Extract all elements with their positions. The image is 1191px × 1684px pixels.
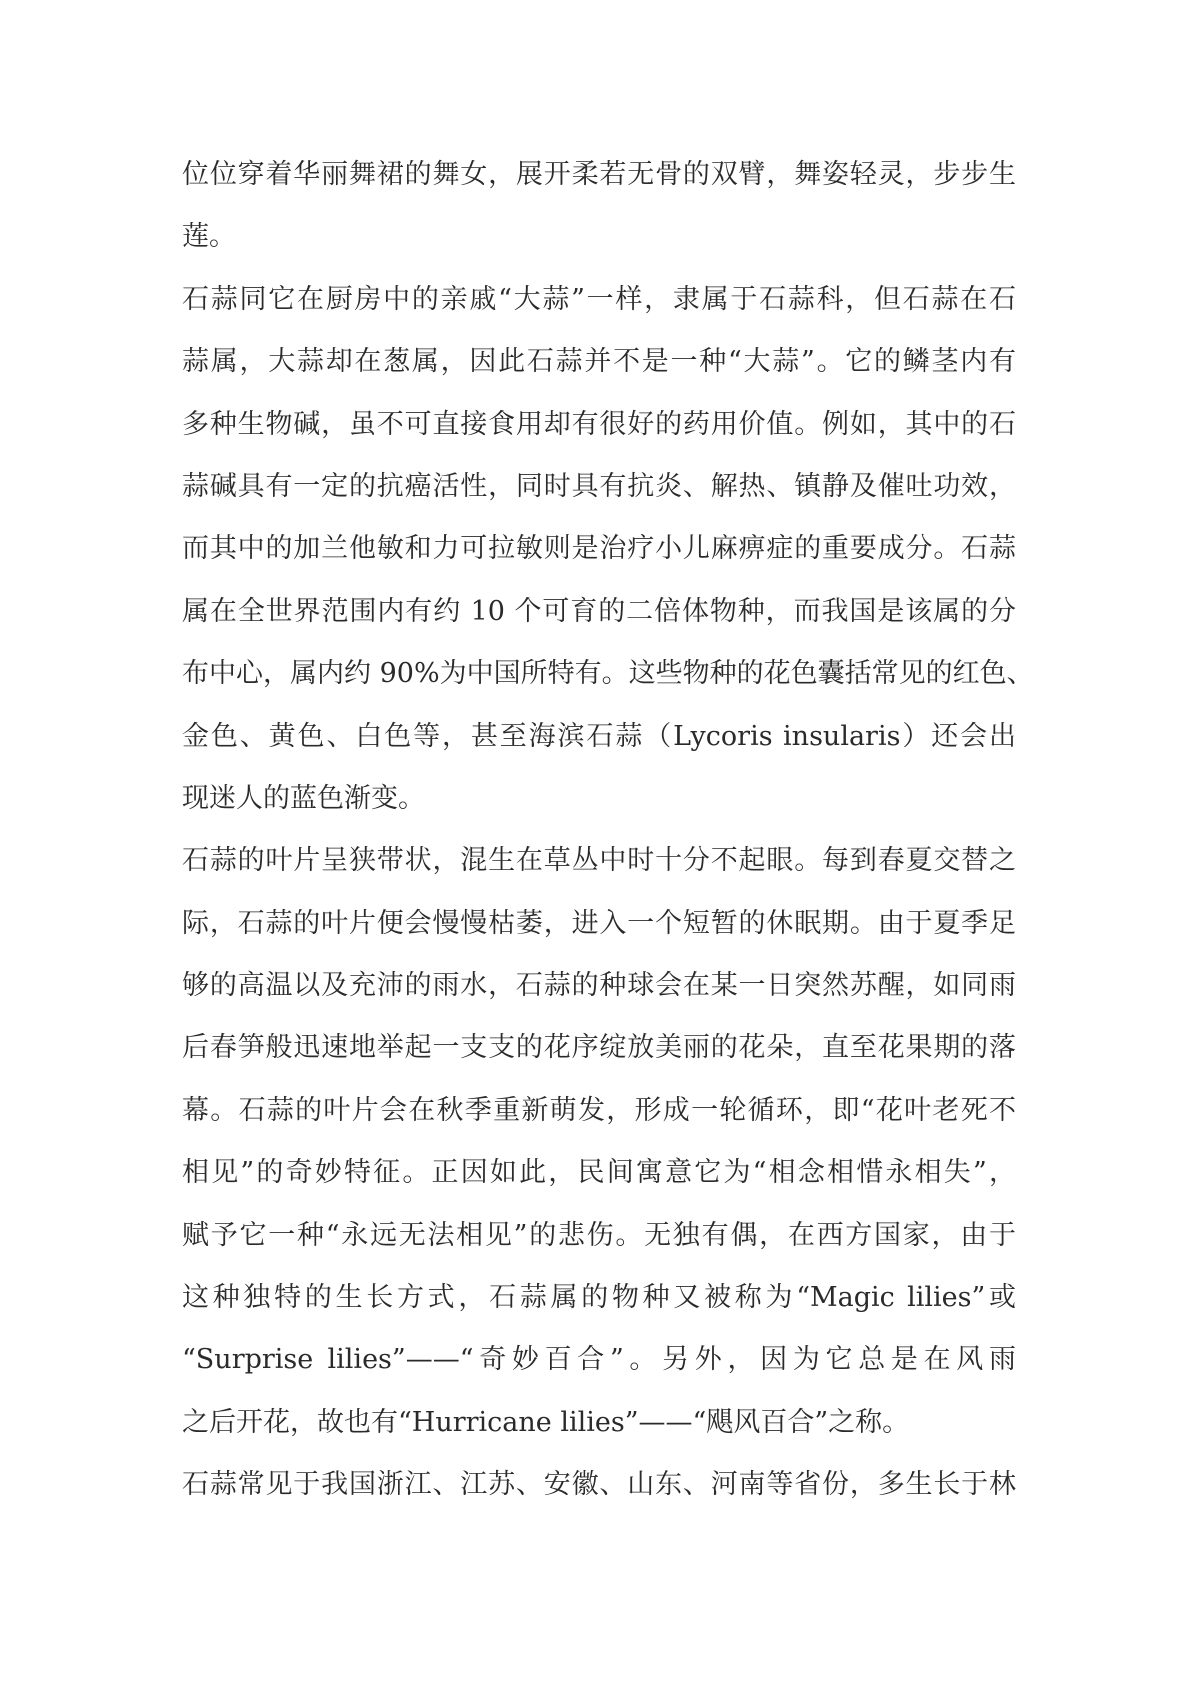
text-line: 而其中的加兰他敏和力可拉敏则是治疗小儿麻痹症的重要成分。石蒜 — [182, 533, 1016, 565]
text-line: 之后开花，故也有“Hurricane lilies”——“飓风百合”之称。 — [182, 1406, 910, 1438]
text-line: 际，石蒜的叶片便会慢慢枯萎，进入一个短暂的休眠期。由于夏季足 — [182, 907, 1016, 939]
paragraph — [182, 1454, 1016, 1516]
text-line: 蒜碱具有一定的抗癌活性，同时具有抗炎、解热、镇静及催吐功效， — [182, 470, 1016, 502]
text-line: 赋予它一种“永远无法相见”的悲伤。无独有偶，在西方国家，由于 — [182, 1219, 1016, 1251]
text-line: 多种生物碱，虽不可直接食用却有很好的药用价值。例如，其中的石 — [182, 408, 1016, 440]
text-line: 莲。 — [182, 221, 236, 253]
paragraph — [182, 144, 1016, 269]
text-line: 石蒜的叶片呈狭带状，混生在草丛中时十分不起眼。每到春夏交替之 — [182, 845, 1016, 877]
body-text — [182, 144, 1034, 1517]
text-line: 这种独特的生长方式，石蒜属的物种又被称为“Magic lilies”或 — [182, 1282, 1016, 1314]
paragraph — [182, 830, 1016, 1454]
text-line: 金色、黄色、白色等，甚至海滨石蒜（Lycoris insularis）还会出 — [182, 720, 1016, 752]
text-line: 属在全世界范围内有约 10 个可育的二倍体物种，而我国是该属的分 — [182, 595, 1016, 627]
text-line: 幕。石蒜的叶片会在秋季重新萌发，形成一轮循环，即“花叶老死不 — [182, 1094, 1016, 1126]
text-line: 现迷人的蓝色渐变。 — [182, 782, 425, 814]
text-line: 够的高温以及充沛的雨水，石蒜的种球会在某一日突然苏醒，如同雨 — [182, 970, 1016, 1002]
text-line: 蒜属，大蒜却在葱属，因此石蒜并不是一种“大蒜”。它的鳞茎内有 — [182, 346, 1016, 378]
text-line: 布中心，属内约 90%为中国所特有。这些物种的花色囊括常见的红色、 — [182, 658, 1034, 690]
paragraph — [182, 269, 1034, 831]
text-line: 位位穿着华丽舞裙的舞女，展开柔若无骨的双臂，舞姿轻灵，步步生 — [182, 159, 1016, 190]
text-line: “Surprise lilies”——“奇妙百合”。另外，因为它总是在风雨 — [182, 1344, 1016, 1376]
text-line: 石蒜同它在厨房中的亲戚“大蒜”一样，隶属于石蒜科，但石蒜在石 — [182, 283, 1016, 315]
text-line: 石蒜常见于我国浙江、江苏、安徽、山东、河南等省份，多生长于林 — [182, 1469, 1016, 1501]
text-line: 后春笋般迅速地举起一支支的花序绽放美丽的花朵，直至花果期的落 — [182, 1032, 1016, 1064]
text-line: 相见”的奇妙特征。正因如此，民间寓意它为“相念相惜永相失”， — [182, 1157, 1016, 1189]
